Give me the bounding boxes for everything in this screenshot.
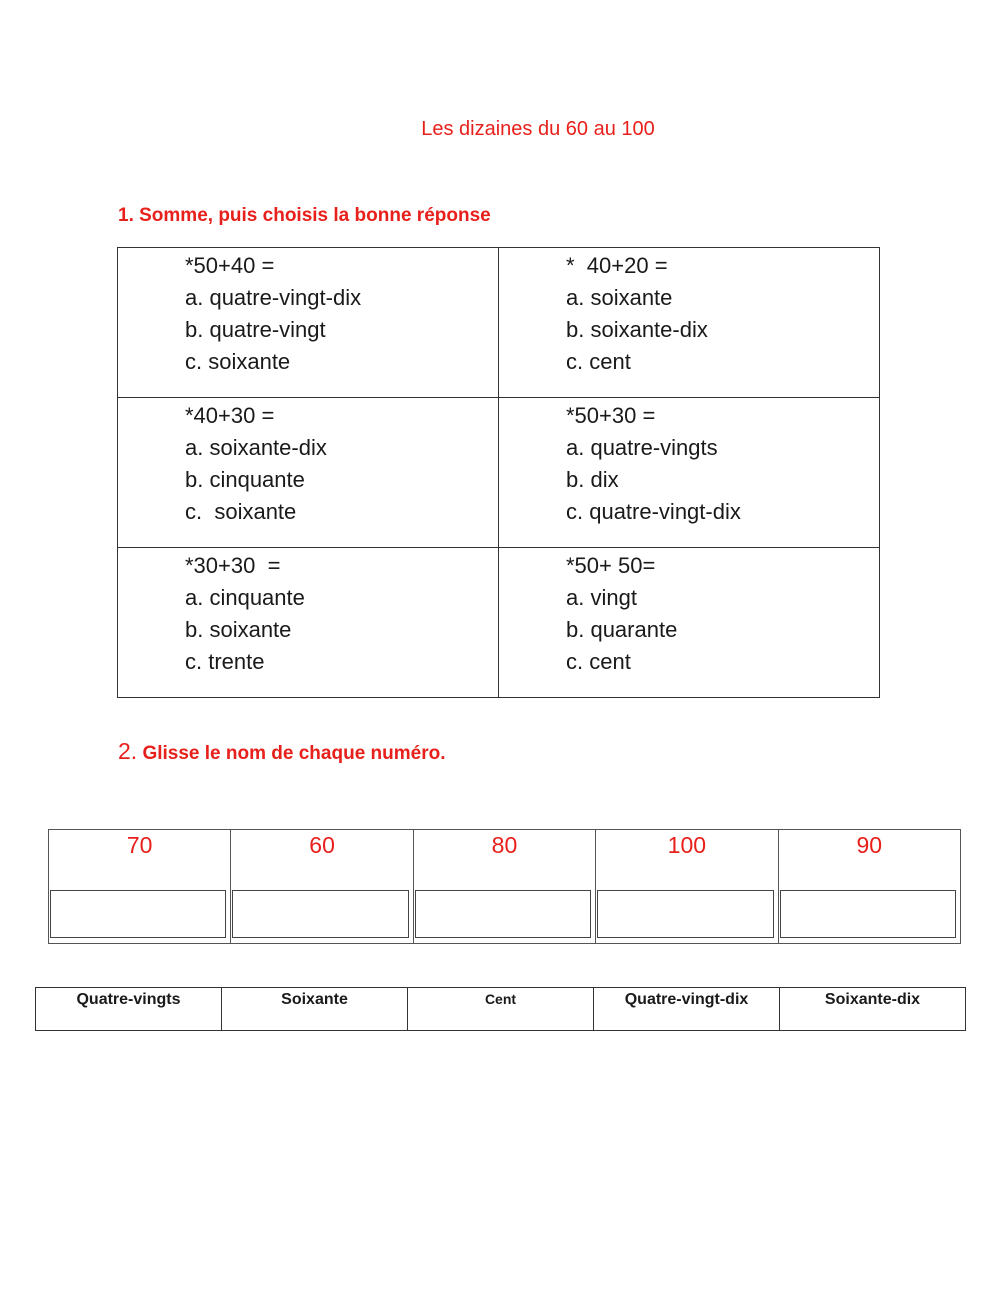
number-label: 70 (126, 832, 153, 858)
section-2-heading-text: Glisse le nom de chaque numéro. (137, 743, 446, 764)
quiz-option-b[interactable]: b. soixante-dix (566, 317, 708, 342)
number-cell (231, 830, 413, 944)
quiz-option-b[interactable]: b. dix (566, 467, 619, 492)
quiz-cell (499, 398, 880, 548)
page-title: Les dizaines du 60 au 100 (421, 118, 655, 140)
drop-zone[interactable] (780, 890, 956, 938)
quiz-question: *30+30 = (185, 553, 281, 578)
quiz-option-b[interactable]: b. cinquante (185, 467, 305, 492)
quiz-cell (118, 248, 499, 398)
quiz-question: *50+40 = (185, 253, 275, 278)
number-cell (596, 830, 778, 944)
quiz-question: *40+30 = (185, 403, 275, 428)
section-1-heading: 1. Somme, puis choisis la bonne réponse (118, 205, 491, 226)
number-label: 90 (856, 832, 883, 858)
number-drop-table (48, 829, 961, 944)
quiz-option-c[interactable]: c. cent (566, 649, 631, 674)
quiz-option-a[interactable]: a. vingt (566, 585, 637, 610)
quiz-option-a[interactable]: a. cinquante (185, 585, 305, 610)
quiz-cell (118, 398, 499, 548)
draggable-word[interactable]: Quatre-vingts (36, 988, 222, 1031)
word-bank-table (35, 987, 966, 1031)
quiz-question: *50+ 50= (566, 553, 656, 578)
quiz-cell (118, 548, 499, 698)
draggable-word[interactable]: Quatre-vingt-dix (594, 988, 780, 1031)
quiz-question: * 40+20 = (566, 253, 668, 278)
draggable-word[interactable]: Soixante-dix (780, 988, 966, 1031)
section-2-number: 2. (118, 738, 138, 764)
quiz-option-c[interactable]: c. cent (566, 349, 631, 374)
quiz-cell (499, 248, 880, 398)
quiz-option-c[interactable]: c. soixante (185, 499, 297, 524)
drop-zone[interactable] (50, 890, 226, 938)
number-label: 80 (491, 832, 518, 858)
drop-zone[interactable] (415, 890, 591, 938)
number-cell (49, 830, 231, 944)
quiz-option-b[interactable]: b. quatre-vingt (185, 317, 326, 342)
quiz-option-a[interactable]: a. quatre-vingts (566, 435, 718, 460)
drop-zone[interactable] (597, 890, 773, 938)
number-label: 100 (667, 832, 707, 858)
section-2-heading (118, 738, 446, 765)
number-cell (413, 830, 595, 944)
quiz-option-c[interactable]: c. trente (185, 649, 265, 674)
quiz-option-a[interactable]: a. quatre-vingt-dix (185, 285, 362, 310)
number-label: 60 (309, 832, 335, 858)
quiz-question: *50+30 = (566, 403, 656, 428)
quiz-cell (499, 548, 880, 698)
quiz-option-b[interactable]: b. quarante (566, 617, 678, 642)
draggable-word[interactable]: Cent (408, 988, 594, 1031)
quiz-option-a[interactable]: a. soixante-dix (185, 435, 327, 460)
quiz-option-c[interactable]: c. quatre-vingt-dix (566, 499, 741, 524)
quiz-option-c[interactable]: c. soixante (185, 349, 291, 374)
drop-zone[interactable] (232, 890, 408, 938)
draggable-word[interactable]: Soixante (222, 988, 408, 1031)
quiz-table (117, 247, 880, 698)
quiz-option-b[interactable]: b. soixante (185, 617, 292, 642)
number-cell (778, 830, 960, 944)
quiz-option-a[interactable]: a. soixante (566, 285, 673, 310)
